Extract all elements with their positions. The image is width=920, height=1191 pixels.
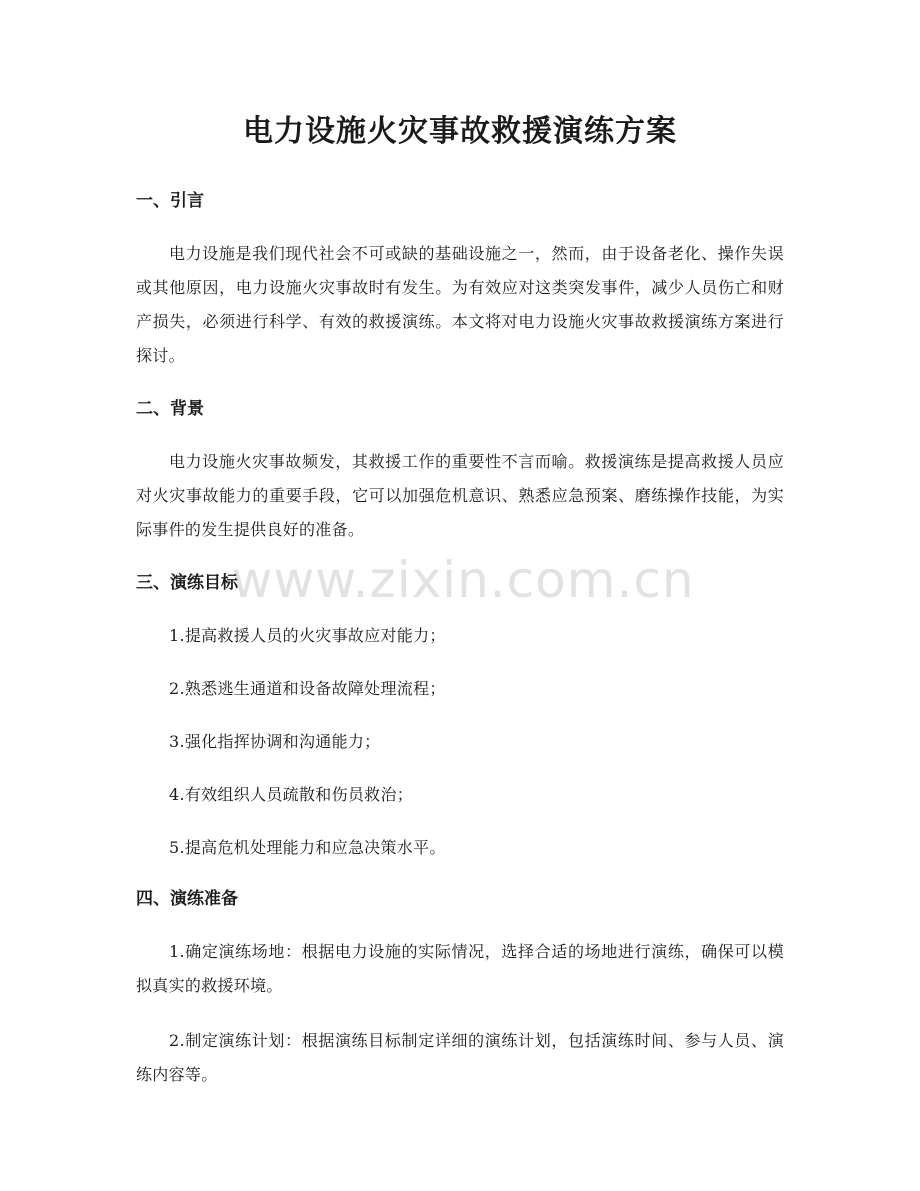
paragraph: 电力设施火灾事故频发，其救援工作的重要性不言而喻。救援演练是提高救援人员应对火灾事故能力的重要手段，它可以加强危机意识、熟悉应急预案、磨练操作技能，为实际事件的发生提供良好的准备。 (136, 452, 784, 539)
paragraph: 1.确定演练场地：根据电力设施的实际情况，选择合适的场地进行演练，确保可以模拟真实的救援环境。 (136, 942, 784, 995)
watermark: www.zixin.com.cn (231, 551, 695, 609)
list-item: 4.有效组织人员疏散和伤员救治； (169, 785, 414, 804)
section-drill-preparation (136, 884, 784, 1092)
list-item: 5.提高危机处理能力和应急决策水平。 (169, 838, 446, 857)
document-title: 电力设施火灾事故救援演练方案 (243, 114, 677, 149)
list-item: 1.提高救援人员的火灾事故应对能力； (169, 626, 446, 645)
section-heading: 四、演练准备 (136, 889, 238, 909)
list-item: 2.熟悉逃生通道和设备故障处理流程； (169, 679, 446, 698)
section-drill-objectives (136, 568, 784, 865)
list-item: 3.强化指挥协调和沟通能力； (169, 732, 381, 751)
section-introduction (136, 186, 784, 373)
section-heading: 二、背景 (136, 399, 204, 419)
section-heading: 一、引言 (136, 191, 204, 211)
paragraph: 电力设施是我们现代社会不可或缺的基础设施之一，然而，由于设备老化、操作失误或其他原因，电力设施火灾事故时有发生。为有效应对这类突发事件，减少人员伤亡和财产损失，必须进行科学、有效的救援演练。本文将对电力设施火灾事故救援演练方案进行探讨。 (136, 244, 784, 365)
section-background (136, 394, 784, 547)
document-body (136, 186, 784, 1113)
paragraph: 2.制定演练计划：根据演练目标制定详细的演练计划，包括演练时间、参与人员、演练内容等。 (136, 1031, 784, 1084)
section-heading: 三、演练目标 (136, 573, 238, 593)
